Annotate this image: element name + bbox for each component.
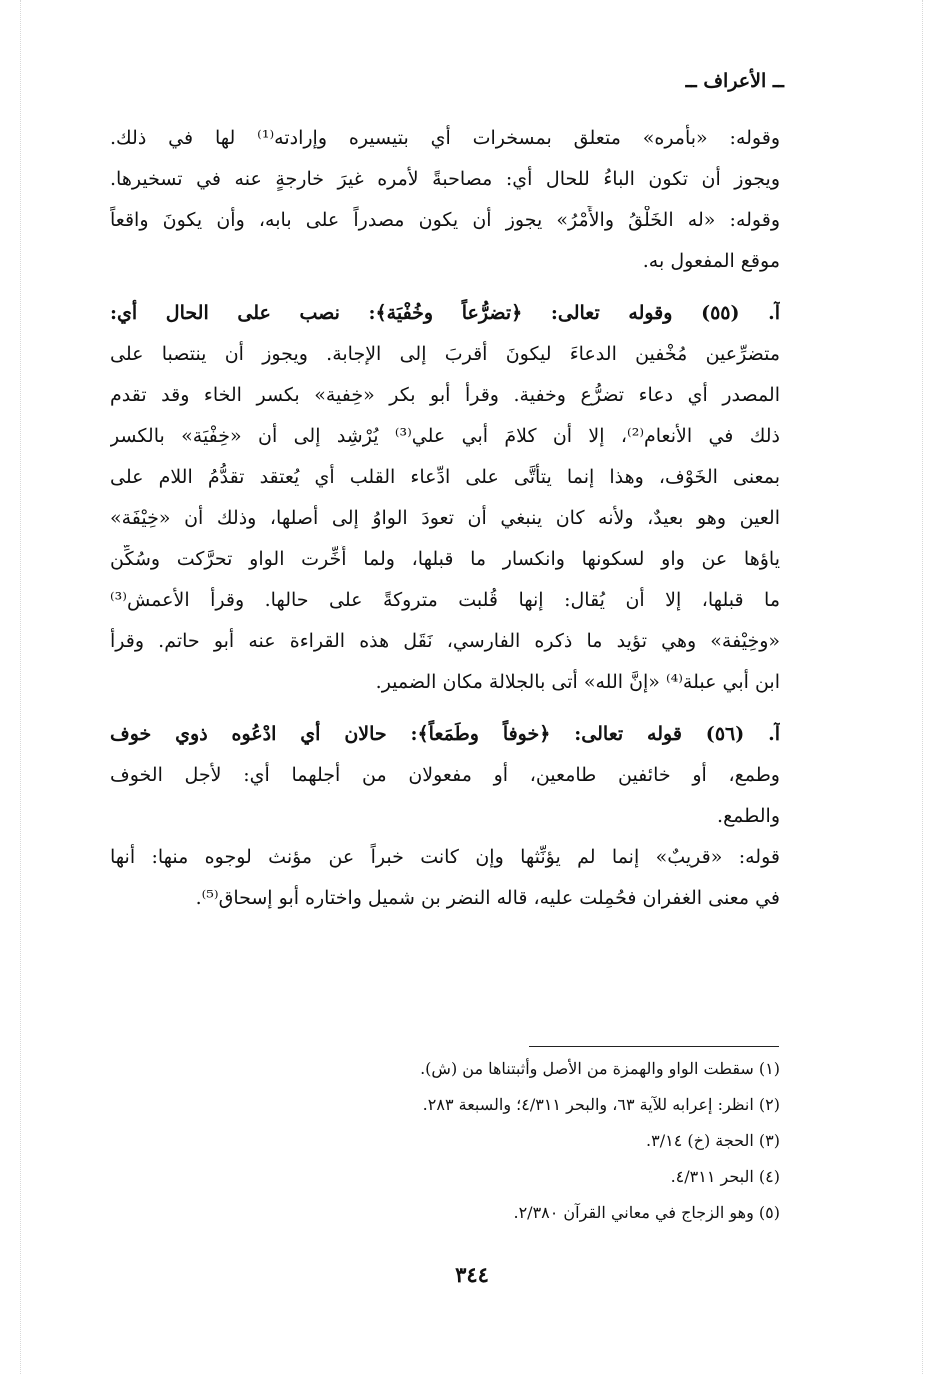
footnote: (٤) البحر ٤/٣١١. — [670, 1167, 780, 1186]
text-line: ابن أبي عبلة⁽⁴⁾ «إنَّ الله» أتى بالجلالة مكان الضمير. — [375, 671, 780, 693]
text-line: وقوله: «بأمره» متعلق بمسخرات أي بتيسيره وإرادته⁽¹⁾ لها في ذلك. — [110, 127, 780, 149]
footnote: (٥) وهو الزجاج في معاني القرآن ٢/٣٨٠. — [513, 1203, 780, 1222]
left-margin-guide — [20, 0, 21, 1374]
text-line: ما قبلها، إلا أن يُقال: إنها قُلبت متروكةً على حالها. وقرأ الأعمش⁽³⁾ — [110, 589, 780, 611]
main-text — [110, 124, 780, 925]
text-line: ويجوز أن تكون الباءُ للحال أي: مصاحبةً لأمره غيرَ خارجةٍ عنه في تسخيرها. — [110, 168, 780, 190]
running-header: ــ الأعراف ــ — [685, 70, 784, 92]
verse-heading-line: آ. (٥٥) وقوله تعالى: ﴿تضرُّعاً وخُفْيَة﴾: نصب على الحال أي: — [110, 302, 780, 324]
footnote: (٢) انظر: إعرابه للآية ٦٣، والبحر ٤/٣١١؛ والسبعة ٢٨٣. — [422, 1095, 780, 1114]
footnotes — [160, 1058, 780, 1238]
footnote: (٣) الحجة (خ) ٣/١٤. — [646, 1131, 780, 1150]
text-line: ياؤها عن واو لسكونها وانكسار ما قبلها، ولما أُخِّرت الواو تحرَّكت وسُكِّن — [110, 548, 780, 570]
footnote: (١) سقطت الواو والهمزة من الأصل وأثبتناها من (ش). — [420, 1059, 780, 1078]
text-line: المصدر أي دعاء تضرُّع وخفية. وقرأ أبو بكر «خِفية» بكسر الخاء وقد تقدم — [110, 384, 780, 406]
page-number: ٣٤٤ — [455, 1262, 489, 1287]
text-line: وقوله: «له الخَلْقُ والأَمْرُ» يجوز أن يكون مصدراً على بابه، وأن يكونَ واقعاً — [110, 209, 780, 231]
text-line: والطمع. — [717, 805, 780, 827]
right-margin-guide — [922, 0, 923, 1374]
text-line: «وخِيْفة» وهي تؤيد ما ذكره الفارسي، نَقَل هذه القراءة عنه أبو حاتم. وقرأ — [110, 630, 780, 652]
verse-heading-line: آ. (٥٦) قوله تعالى: ﴿خوفاً وطَمَعاً﴾: حالان أي ادْعُوه ذوي خوف — [110, 723, 780, 745]
text-line: متضرِّعين مُخْفين الدعاءَ ليكونَ أقربَ إلى الإجابة. ويجوز أن ينتصبا على — [110, 343, 780, 365]
text-line: بمعنى الخَوْف، وهذا إنما يتأتَّى على ادِّعاء القلب أي يُعتقد تقدُّمُ اللام على — [110, 466, 780, 488]
text-line: في معنى الغفران فحُمِلت عليه، قاله النضر بن شميل واختاره أبو إسحاق⁽⁵⁾. — [195, 887, 780, 909]
text-line: وطمع، أو خائفين طامعين، أو مفعولان من أجلهما أي: لأجل الخوف — [110, 764, 780, 786]
text-line: العين وهو بعيدٌ، ولأنه كان ينبغي أن تعودَ الواوُ إلى أصلها، وذلك أن «خِيْفَة» — [110, 507, 780, 529]
text-line: ذلك في الأنعام⁽²⁾، إلا أن كلامَ أبي علي⁽³⁾ يُرْشِد إلى أن «خِفْيَة» بالكسر — [110, 425, 780, 447]
text-line: قوله: «قريبٌ» إنما لم يؤنِّثها وإن كانت خبراً عن مؤنث لوجوه منها: أنها — [110, 846, 780, 868]
text-line: موقع المفعول به. — [642, 250, 780, 272]
footnote-separator — [529, 1046, 779, 1047]
